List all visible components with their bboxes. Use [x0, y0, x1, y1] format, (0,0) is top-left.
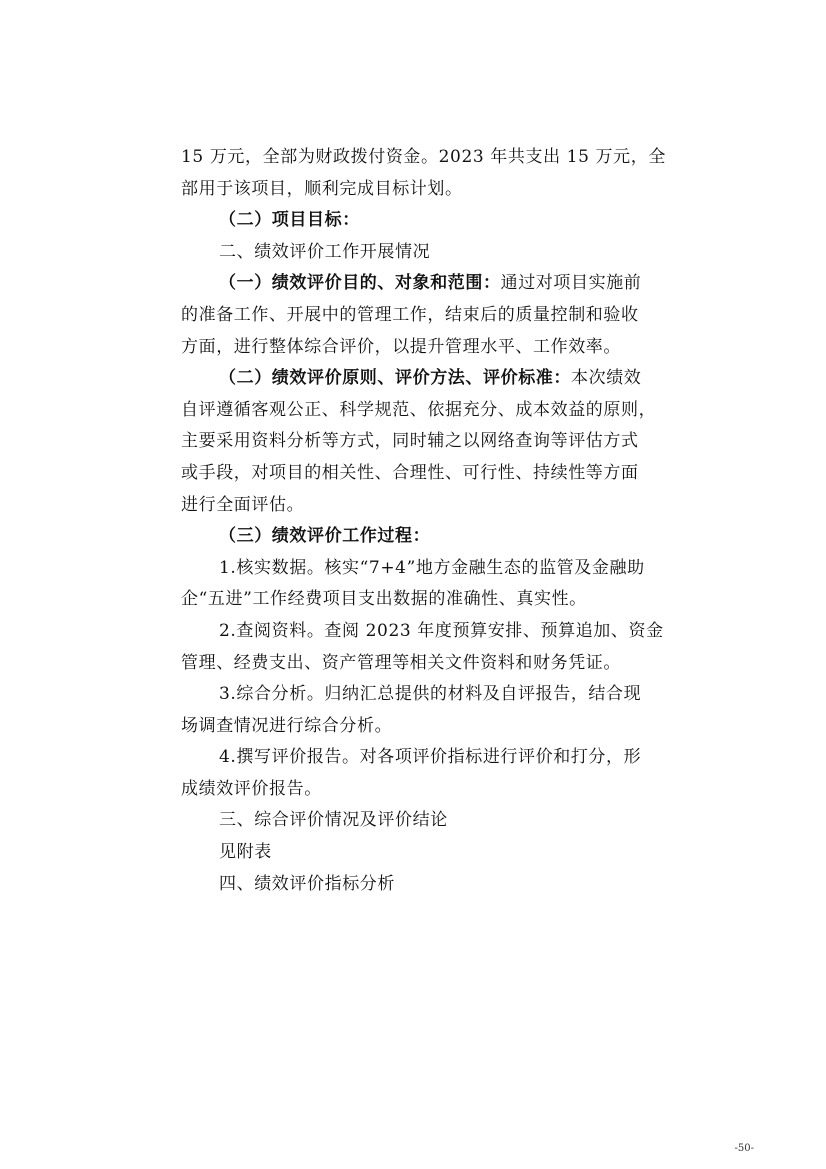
- subsection-heading-project-goals: （二）项目目标：: [219, 210, 360, 231]
- subsection-heading-process: （三）绩效评价工作过程：: [219, 526, 431, 547]
- page-number: -50-: [734, 1143, 754, 1154]
- list-item-line: 2.查阅资料。查阅 2023 年度预算安排、预算追加、资金: [219, 620, 664, 641]
- subsection-heading-principles: （二）绩效评价原则、评价方法、评价标准：: [219, 368, 571, 389]
- body-text-line: 的准备工作、开展中的管理工作，结束后的质量控制和验收: [181, 304, 639, 325]
- body-text-line: 进行全面评估。: [181, 494, 305, 515]
- body-text-line: 或手段，对项目的相关性、合理性、可行性、持续性等方面: [181, 462, 639, 483]
- subsection-heading-purpose: （一）绩效评价目的、对象和范围：: [219, 273, 501, 294]
- list-item-line: 3.综合分析。归纳汇总提供的材料及自评报告，结合现: [219, 684, 642, 705]
- section-heading-evaluation-work: 二、绩效评价工作开展情况: [219, 241, 431, 262]
- paragraph-first-line: [181, 268, 646, 300]
- body-text-span: 本次绩效: [571, 368, 642, 389]
- list-item-line: 成绩效评价报告。: [181, 778, 322, 799]
- body-text-line: 部用于该项目，顺利完成目标计划。: [181, 178, 463, 199]
- body-text-line: 15 万元，全部为财政拨付资金。2023 年共支出 15 万元，全: [181, 147, 666, 167]
- list-item-line: 企“五进”工作经费项目支出数据的准确性、真实性。: [181, 589, 587, 610]
- list-item-line: 管理、经费支出、资产管理等相关文件资料和财务凭证。: [181, 652, 621, 673]
- section-heading-conclusion: 三、综合评价情况及评价结论: [219, 810, 448, 831]
- paragraph-first-line: [181, 363, 646, 395]
- document-body: [181, 142, 666, 900]
- list-item-line: 4.撰写评价报告。对各项评价指标进行评价和打分，形: [219, 747, 642, 768]
- body-text-line: 主要采用资料分析等方式，同时辅之以网络查询等评估方式: [181, 431, 639, 452]
- section-heading-indicator-analysis: 四、绩效评价指标分析: [219, 873, 395, 894]
- list-item-line: 1.核实数据。核实“7+4”地方金融生态的监管及金融助: [219, 557, 645, 578]
- body-text-span: 通过对项目实施前: [500, 273, 642, 294]
- body-text-line: 方面，进行整体综合评价，以提升管理水平、工作效率。: [181, 336, 621, 357]
- body-text-line: 自评遵循客观公正、科学规范、依据充分、成本效益的原则，: [181, 399, 657, 420]
- see-appendix-text: 见附表: [219, 842, 272, 863]
- list-item-line: 场调查情况进行综合分析。: [181, 715, 393, 736]
